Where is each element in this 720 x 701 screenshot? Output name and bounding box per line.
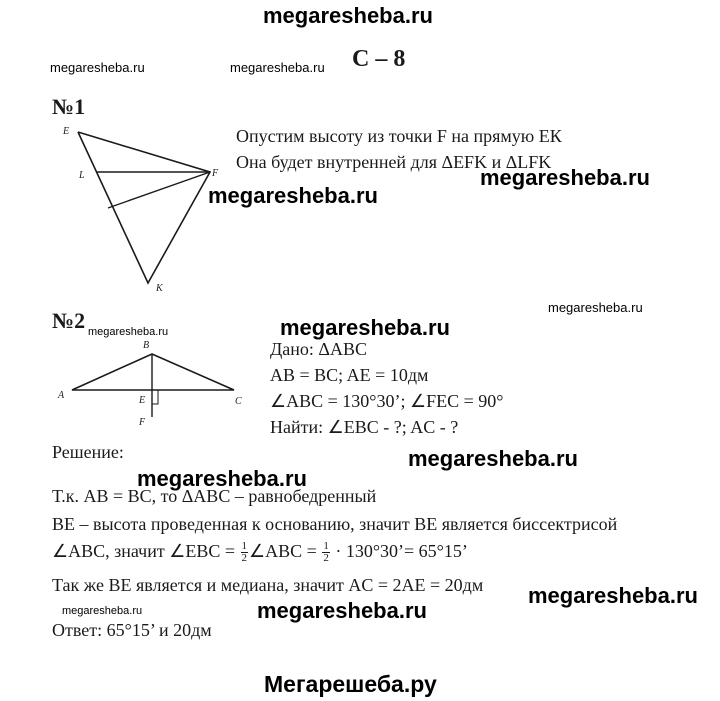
page-title: С – 8: [352, 46, 406, 72]
watermark-ans-tiny: megaresheba.ru: [62, 605, 143, 617]
fraction-half-1: $\frac{1}{2}$: [241, 540, 248, 565]
answer-line: Ответ: 65°15’ и 20дм: [52, 620, 212, 640]
watermark-ans-mid: megaresheba.ru: [257, 598, 427, 623]
solution-title: Решение:: [52, 442, 124, 462]
solution-line2: BE – высота проведенная к основанию, значит BE является биссектрисой: [52, 514, 618, 534]
problem1-number: №1: [52, 94, 86, 119]
given-line2: AB = BC; AE = 10дм: [270, 365, 429, 385]
watermark-p1-mid: megaresheba.ru: [208, 183, 378, 208]
watermark-footer: Мегарешеба.ру: [264, 671, 437, 697]
find-line: Найти: ∠EBC - ?; AC - ?: [270, 417, 459, 437]
height-from-f: [108, 172, 210, 208]
triangle-efk-outline: [78, 132, 210, 283]
label-a: A: [58, 390, 65, 401]
label-b: B: [143, 340, 150, 351]
label-l: L: [79, 170, 85, 181]
label-k: K: [156, 283, 163, 294]
watermark-p2-tiny: megaresheba.ru: [88, 326, 169, 338]
watermark-sol-left: megaresheba.ru: [137, 466, 307, 491]
given-line1: Дано: ΔABC: [270, 339, 367, 359]
fraction-half-2: $\frac{1}{2}$: [323, 540, 329, 565]
right-angle-mark: [152, 390, 158, 404]
watermark-header-mid: megaresheba.ru: [230, 60, 325, 75]
label-f: F: [212, 168, 219, 179]
triangle-efk-figure: [60, 120, 230, 300]
solution-line3-b: ∠ABC =: [249, 541, 317, 561]
solution-line3: [52, 541, 468, 564]
label-c: C: [235, 396, 242, 407]
triangle-abc-outline: [72, 354, 234, 390]
solution-line1: Т.к. AB = BC, то ΔABC – равнобедренный: [52, 486, 377, 506]
triangle-abc-figure: [52, 332, 252, 432]
problem2-number: №2: [52, 308, 86, 333]
solution-line4: Так же BE является и медиана, значит AC = 2AE = 20дм: [52, 575, 484, 595]
watermark-p2-right: megaresheba.ru: [548, 300, 643, 315]
given-line3: ∠ABC = 130°30’; ∠FEC = 90°: [270, 391, 504, 411]
watermark-ans-right: megaresheba.ru: [528, 583, 698, 608]
solution-line3-c: · 130°30’= 65°15’: [335, 541, 468, 561]
watermark-top: megaresheba.ru: [263, 3, 433, 28]
label-f2: F: [139, 417, 146, 428]
label-e: E: [63, 126, 70, 137]
problem1-line2: Она будет внутренней для ΔEFK и ΔLFK: [236, 152, 552, 172]
problem1-line1: Опустим высоту из точки F на прямую ЕК: [236, 126, 562, 146]
watermark-p1-right: megaresheba.ru: [480, 165, 650, 190]
watermark-header-left: megaresheba.ru: [50, 60, 145, 75]
watermark-p2-mid: megaresheba.ru: [280, 315, 450, 340]
label-e2: E: [139, 395, 146, 406]
watermark-sol-right: megaresheba.ru: [408, 446, 578, 471]
solution-line3-a: ∠ABC, значит ∠EBC =: [52, 541, 236, 561]
